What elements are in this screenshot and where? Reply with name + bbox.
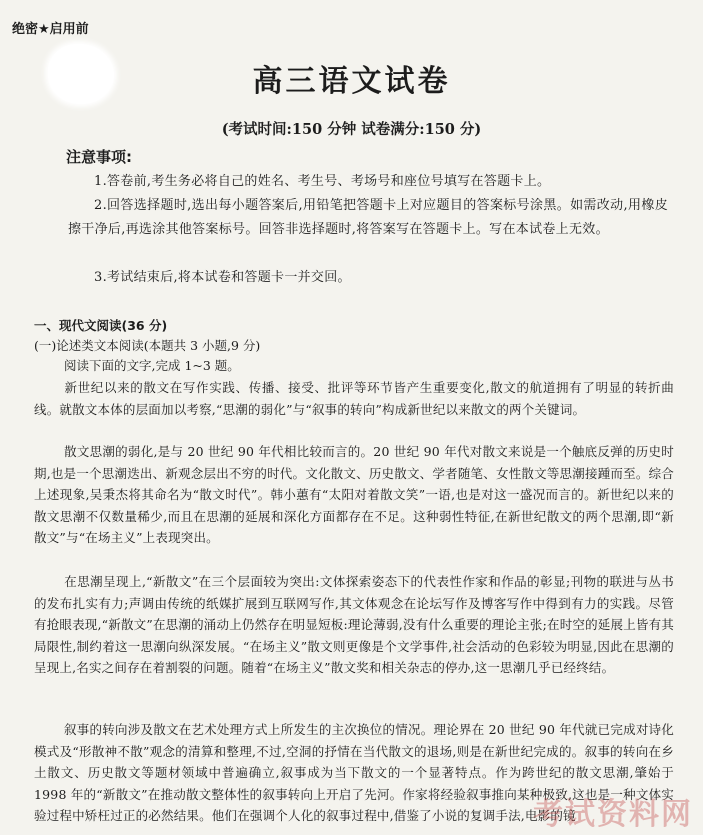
reading-paragraph [34, 571, 674, 679]
notice-item-text: 1.答卷前,考生务必将自己的姓名、考生号、考场号和座位号填写在答题卡上。 [94, 174, 551, 189]
watermark: 考试资料网 [533, 797, 693, 832]
reading-instruction: 阅读下面的文字,完成 1~3 题。 [64, 358, 240, 373]
notice-item-text: 3.考试结束后,将本试卷和答题卡一并交回。 [94, 270, 351, 285]
subsection-heading: (一)论述类文本阅读(本题共 3 小题,9 分) [34, 338, 261, 353]
page-title: 高三语文试卷 [252, 64, 451, 99]
paragraph-text: 新世纪以来的散文在写作实践、传播、接受、批评等环节皆产生重要变化,散文的航道拥有了明显的转折曲线。就散文本体的层面加以考察,“思潮的弱化”与“叙事的转向”构成新世纪以来散文的两个关键词。 [34, 380, 674, 417]
reading-paragraph [34, 441, 674, 549]
exam-time-info: (考试时间:150 分钟 试卷满分:150 分) [221, 121, 482, 138]
reading-paragraph [34, 377, 674, 420]
notice-item-3 [68, 266, 668, 290]
section-heading: 一、现代文阅读(36 分) [34, 318, 168, 333]
notice-item-text: 2.回答选择题时,选出每小题答案后,用铅笔把答题卡上对应题目的答案标号涂黑。如需改动,用橡皮擦干净后,再选涂其他答案标号。回答非选择题时,将答案写在答题卡上。写在本试卷上无效。 [68, 198, 668, 237]
notice-item-1 [68, 170, 668, 194]
notice-heading: 注意事项: [66, 148, 132, 166]
paragraph-text: 散文思潮的弱化,是与 20 世纪 90 年代相比较而言的。20 世纪 90 年代对散文来说是一个触底反弹的历史时期,也是一个思潮迭出、新观念层出不穷的时代。文化散文、历史散文、学者随笔、女性散文等思潮接踵而至。综合上述现象,吴秉杰将其命名为“散文时代”。韩小蕙有“太阳对着散文笑”一语,也是对这一盛况而言的。新世纪以来的散文思潮不仅数量稀少,而且在思潮的延展和深化方面都存在不足。这种弱性特征,在新世纪散文的两个思潮,即“新散文”与“在场主义”上表现突出。 [34, 444, 674, 545]
paragraph-text: 在思潮呈现上,“新散文”在三个层面较为突出:文体探索姿态下的代表性作家和作品的彰显;刊物的联进与丛书的发布扎实有力;声调由传统的纸媒扩展到互联网写作,其文体观念在论坛写作及博客写作中得到有力的实践。尽管有抢眼表现,“新散文”在思潮的涌动上仍然存在明显短板:理论薄弱,没有什么重要的理论主张;在时空的延展上皆有其局限性,制约着这一思潮向纵深发展。“在场主义”散文则更像是个文学事件,社会活动的色彩较为明显,因此在思潮的呈现上,名实之间存在着割裂的问题。随着“在场主义”散文奖和相关杂志的停办,这一思潮几乎已经终结。 [34, 574, 674, 675]
confidential-label: 绝密★启用前 [12, 22, 89, 37]
paragraph-text: 叙事的转向涉及散文在艺术处理方式上所发生的主次换位的情况。理论界在 20 世纪 90 年代就已完成对诗化模式及“形散神不散”观念的清算和整理,不过,空洞的抒情在当代散文的退场,则是在新世纪完成的。叙事的转向在乡土散文、历史散文等题材领域中普遍确立,叙事成为当下散文的一个显著特点。作为跨世纪的散文思潮,肇始于 1998 年的“新散文”在推动散文整体性的叙事转向上开启了先河。作家将经验叙事推向某种极致,这也是一种文体实验过程中矫枉过正的必然结果。他们在强调个人化的叙事过程中,借鉴了小说的复调手法,电影的镜 [34, 722, 674, 823]
notice-item-2 [68, 194, 668, 242]
